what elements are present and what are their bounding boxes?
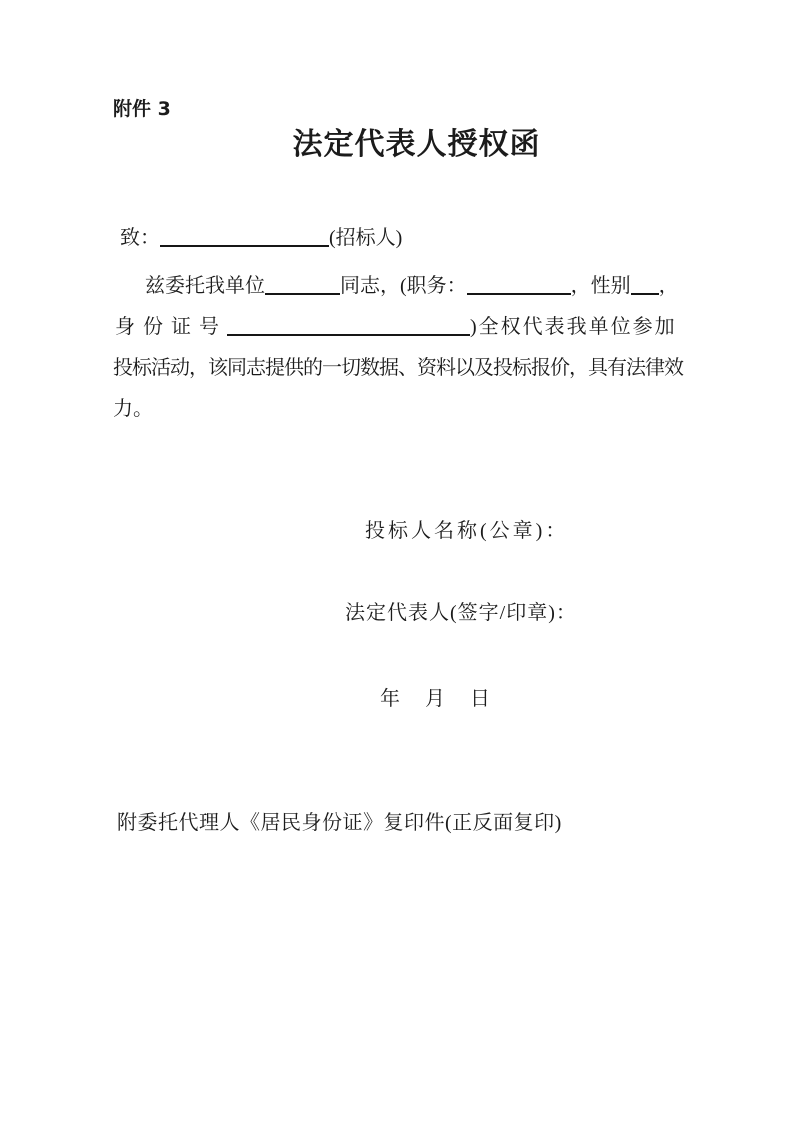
bidder-name-label: 投标人名称(公章)： xyxy=(365,520,569,542)
entrust-text-4: ， xyxy=(658,275,679,297)
body-text-line-4: 投标活动，该同志提供的一切数据、资料以及投标报价，具有法律效 xyxy=(113,357,683,379)
entrust-text-3: ，性别 xyxy=(570,275,631,297)
day-label: 日 xyxy=(470,688,490,710)
attachment-label: 附件 3 xyxy=(113,98,171,120)
entrust-line xyxy=(113,274,679,298)
month-label: 月 xyxy=(425,688,445,710)
id-number-line xyxy=(115,315,677,339)
id-number-label: 身份证号 xyxy=(115,316,227,338)
document-title: 法定代表人授权函 xyxy=(292,127,541,162)
addressee-prefix: 致： xyxy=(120,227,160,249)
addressee-blank-field[interactable] xyxy=(160,245,329,247)
position-blank-field[interactable] xyxy=(467,293,571,295)
legal-representative-label: 法定代表人(签字/印章)： xyxy=(345,602,577,624)
id-line-suffix: )全权代表我单位参加 xyxy=(470,316,677,338)
gender-blank-field[interactable] xyxy=(631,293,659,295)
agent-name-blank-field[interactable] xyxy=(265,293,340,295)
entrust-text-2: 同志，(职务： xyxy=(340,275,467,297)
id-number-blank-field[interactable] xyxy=(227,334,470,336)
addressee-suffix: (招标人) xyxy=(329,227,403,249)
date-line xyxy=(380,687,490,711)
year-label: 年 xyxy=(380,688,400,710)
entrust-text-1: 兹委托我单位 xyxy=(145,275,265,297)
footer-note: 附委托代理人《居民身份证》复印件(正反面复印) xyxy=(117,812,562,834)
body-text-line-5: 力。 xyxy=(113,398,153,420)
addressee-line xyxy=(120,226,402,250)
